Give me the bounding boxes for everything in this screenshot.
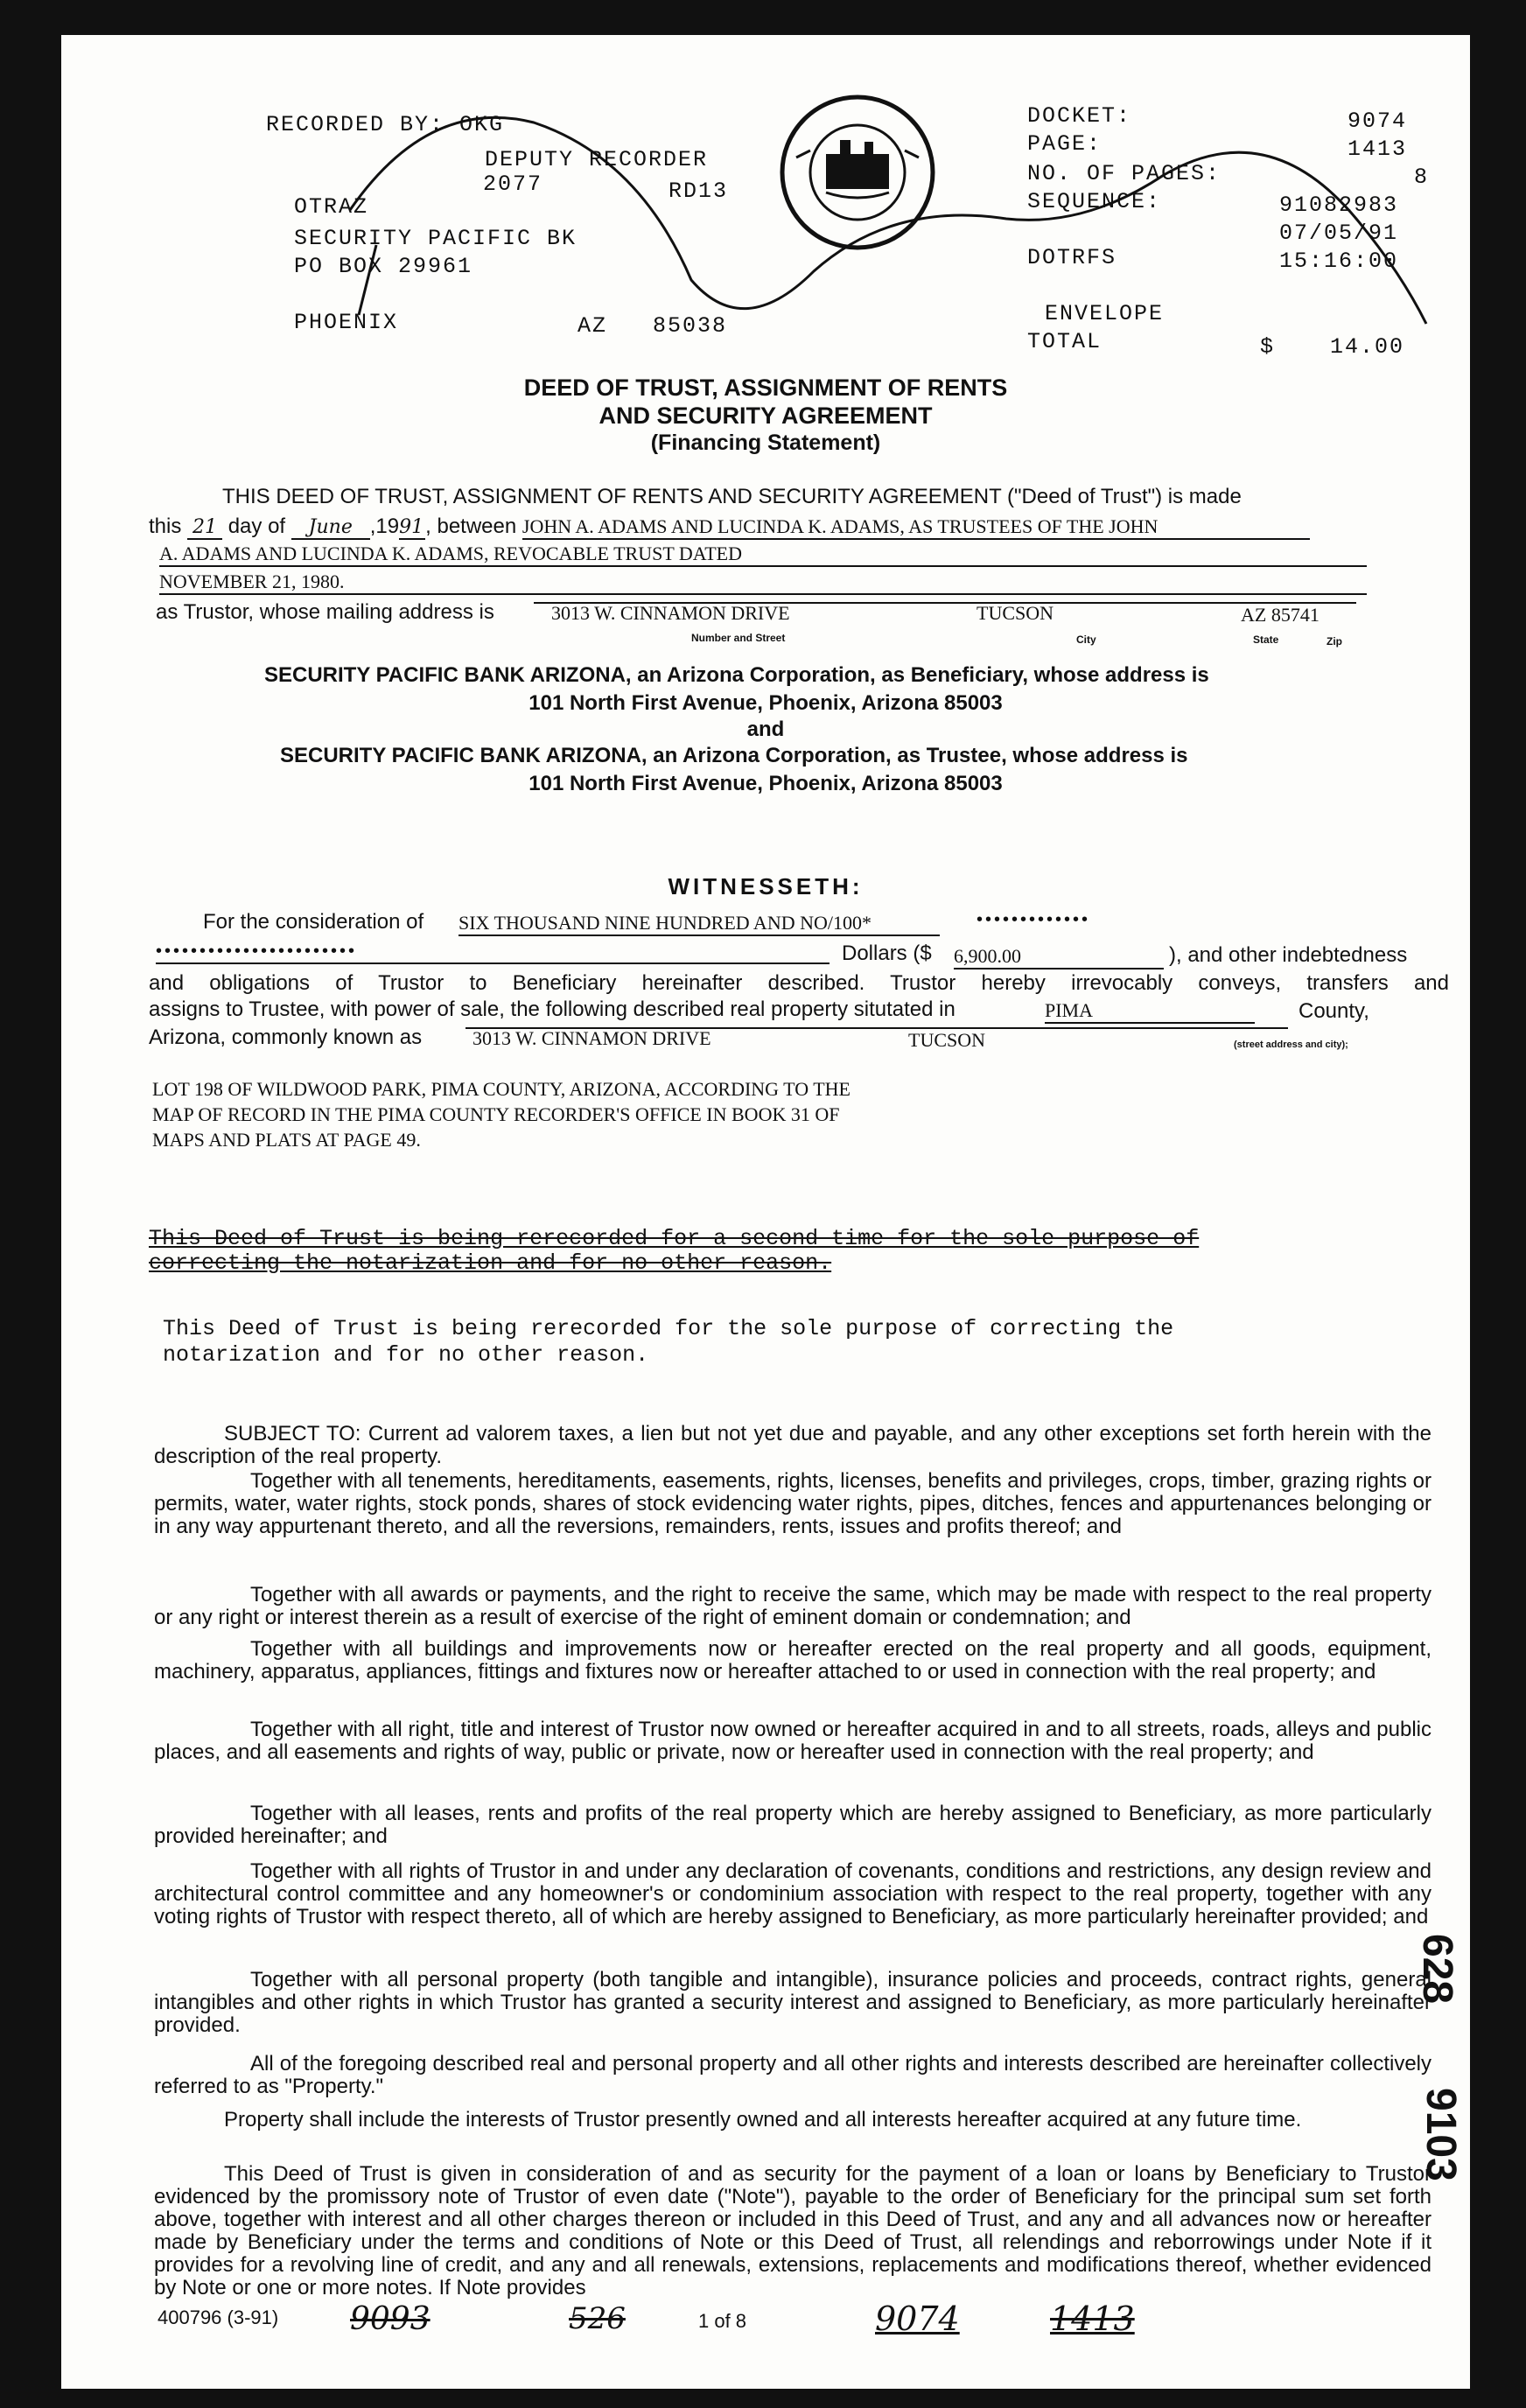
total-label: TOTAL [1027, 329, 1102, 354]
intro-date-line [149, 514, 1310, 540]
sequence-label: SEQUENCE: [1027, 189, 1162, 214]
rerecord-line: notarization and for no other reason. [163, 1342, 649, 1368]
envelope-label: ENVELOPE [1045, 301, 1165, 326]
personal-property-paragraph: Together with all personal property (both tangible and intangible), insurance policies and proceeds, contract rights, general intangibles and other rights in which Trustor has granted a security interest and assigned to Beneficiary, as more particularly hereinafter provided. [154, 1968, 1432, 2037]
amount-words: SIX THOUSAND NINE HUNDRED AND NO/100* [458, 912, 940, 936]
side-stamp-docket: 9103 [1418, 2088, 1464, 2181]
trustee-address: 101 North First Avenue, Phoenix, Arizona 85003 [528, 772, 1003, 795]
other-indebtedness: ), and other indebtedness [1169, 943, 1408, 967]
this-label: this [149, 514, 182, 538]
rerecord-note [163, 1316, 1173, 1368]
beneficiary-line: SECURITY PACIFIC BANK ARIZONA, an Arizona Corporation, as Beneficiary, whose address is [264, 663, 1209, 687]
between-label: , between [425, 514, 517, 538]
docket-label: DOCKET: [1027, 103, 1132, 129]
parties-line-2: A. ADAMS AND LUCINDA K. ADAMS, REVOCABLE TRUST DATED [159, 542, 1367, 567]
document-title-line2: AND SECURITY AGREEMENT [598, 402, 933, 429]
document-page [61, 35, 1470, 2389]
day-of-label: day of [228, 514, 286, 538]
year-value: 91 [399, 516, 424, 538]
county-value: PIMA [1045, 999, 1255, 1024]
legal-line: MAPS AND PLATS AT PAGE 49. [152, 1129, 421, 1151]
property-city: TUCSON [908, 1029, 986, 1051]
addressee-box: PO BOX 29961 [294, 254, 473, 279]
addressee-state: AZ [578, 313, 608, 339]
property-interests-paragraph: Property shall include the interests of Trustor presently owned and all interests hereafter acquired at any future time. [224, 2108, 1302, 2132]
recorded-by: RECORDED BY: OKG [266, 112, 505, 137]
amount-value: 6,900.00 [954, 945, 1164, 970]
legal-line: MAP OF RECORD IN THE PIMA COUNTY RECORDER'S OFFICE IN BOOK 31 OF [152, 1103, 840, 1125]
dotrfs-code: DOTRFS [1027, 245, 1117, 270]
form-number: 400796 (3-91) [158, 2306, 279, 2328]
consideration-lead: For the consideration of [203, 910, 424, 934]
consideration-line4: assigns to Trustee, with power of sale, the following described real property situtated in [149, 998, 956, 1021]
deputy-number: 2077 [483, 172, 543, 197]
dollars-label: Dollars ($ [842, 942, 932, 965]
addressee-zip: 85038 [653, 313, 728, 339]
leases-paragraph: Together with all leases, rents and profits of the real property which are hereby assigned to Beneficiary, as more particularly provided hereinafter; and [154, 1802, 1432, 1848]
page-value: 1413 [1348, 136, 1408, 162]
awards-paragraph: Together with all awards or payments, and the right to receive the same, which may be made with respect to the real property or any right or interest therein as a result of exercise of the right of eminent domain or condemnation; and [154, 1583, 1432, 1629]
side-stamp-page: 628 [1414, 1934, 1460, 2005]
amount-dots-underline [156, 942, 830, 964]
day-value: 21 [187, 516, 222, 540]
otraz-code: OTRAZ [294, 194, 369, 220]
amount-dots-1: ••••••••••••• [976, 910, 1091, 929]
struck-line: correcting the notarization and for no other reason. [149, 1250, 832, 1276]
document-subtitle: (Financing Statement) [650, 430, 881, 455]
county-label: County, [1298, 999, 1369, 1023]
total-currency: $ [1260, 334, 1276, 360]
property-caption: (street address and city); [1234, 1040, 1348, 1050]
property-definition-paragraph: All of the foregoing described real and personal property and all other rights and interests described are hereinafter collectively referred to as "Property." [154, 2052, 1432, 2098]
pages-label: NO. OF PAGES: [1027, 161, 1222, 186]
street-caption: Number and Street [691, 632, 786, 644]
page-label: PAGE: [1027, 131, 1102, 157]
beneficiary-address: 101 North First Avenue, Phoenix, Arizona 85003 [528, 691, 1003, 715]
document-title: DEED OF TRUST, ASSIGNMENT OF RENTS [523, 374, 1008, 401]
rerecord-line: This Deed of Trust is being rerecorded for the sole purpose of correcting the [163, 1316, 1174, 1341]
pages-value: 8 [1414, 164, 1430, 190]
recorder-scribble [324, 105, 1461, 350]
amount-dots-2: ••••••••••••••••••••••• [156, 942, 358, 961]
page-of: 1 of 8 [698, 2310, 747, 2332]
commonly-known-label: Arizona, commonly known as [149, 1026, 423, 1049]
trustor-city: TUCSON [976, 602, 1054, 624]
consideration-security-paragraph: This Deed of Trust is given in consideration of and as security for the payment of a loan or loans by Beneficiary to Trustor evidenced by the promissory note of Trustor of even date ("Note"), payable to the order of Beneficiary for the principal sum set forth above, together with interest and all other charges thereon or included in this Deed of Trust, and any and all advances now or hereafter made by Beneficiary under the terms and conditions of Note or this Deed of Trust, all relendings and reborrowings under Note if it provides for a revolving line of credit, and any and all renewals, extensions, replacements and modifications thereof, whether evidenced by Note or one or more notes. If Note provides [154, 2162, 1432, 2300]
state-caption: State [1253, 634, 1279, 646]
addressee-name: SECURITY PACIFIC BK [294, 226, 578, 251]
parties-line-3: NOVEMBER 21, 1980. [159, 570, 1367, 595]
year-prefix: ,19 [369, 514, 400, 538]
parties-line-1: JOHN A. ADAMS AND LUCINDA K. ADAMS, AS TRUSTEES OF THE JOHN [522, 515, 1310, 540]
trustee-line: SECURITY PACIFIC BANK ARIZONA, an Arizona Corporation, as Trustee, whose address is [280, 744, 1188, 767]
intro-lead: THIS DEED OF TRUST, ASSIGNMENT OF RENTS AND SECURITY AGREEMENT ("Deed of Trust") is made [222, 485, 1242, 508]
rd-code: RD13 [668, 178, 729, 204]
struck-line: This Deed of Trust is being rerecorded for a second time for the sole purpose of [149, 1226, 1200, 1251]
addressee-city: PHOENIX [294, 310, 399, 335]
trustor-label: as Trustor, whose mailing address is [156, 600, 494, 624]
city-caption: City [1076, 634, 1096, 646]
consideration-line3: and obligations of Trustor to Beneficiary hereinafter described. Trustor hereby irrevocably conveys, transfers and [149, 971, 1449, 995]
old-docket: 9093 [350, 2301, 430, 2337]
covenants-paragraph: Together with all rights of Trustor in and under any declaration of covenants, conditions and restrictions, any design review and architectural control committee and any homeowner's or condominium association with respect to the real property, together with any voting rights of Trustor with respect thereto, all of which are hereby assigned to Beneficiary, as more particularly hereinafter provided; and [154, 1859, 1432, 1928]
recording-date: 07/05/91 [1279, 220, 1399, 246]
new-page: 1413 [1050, 2300, 1135, 2338]
zip-caption: Zip [1326, 635, 1342, 648]
and-label: and [746, 718, 785, 741]
deputy-recorder-label: DEPUTY RECORDER [485, 147, 709, 172]
buildings-paragraph: Together with all buildings and improvements now or hereafter erected on the real property and all goods, equipment, machinery, apparatus, appliances, fittings and fixtures now or hereafter attached to or used in connection with the real property; and [154, 1637, 1432, 1684]
struck-note [149, 1227, 1199, 1276]
recording-time: 15:16:00 [1279, 248, 1399, 274]
month-value: June [291, 516, 370, 540]
tenements-paragraph: Together with all tenements, hereditaments, easements, rights, licenses, benefits and privileges, crops, timber, grazing rights or permits, water, water rights, stock ponds, shares of stock evidencing water rights, pipes, ditches, fences and appurtenances belonging or in any way appurtenant thereto, and all the reversions, remainders, rents, issues and profits thereof; and [154, 1469, 1432, 1538]
total-value: 14.00 [1330, 334, 1405, 360]
streets-paragraph: Together with all right, title and interest of Trustor now owned or hereafter acquired in and to all streets, roads, alleys and public places, and all easements and rights of way, public or private, now or hereafter used in connection with the real property; and [154, 1718, 1432, 1764]
witnesseth-heading: WITNESSETH: [668, 873, 864, 900]
docket-value: 9074 [1348, 108, 1408, 134]
sequence-value: 91082983 [1279, 192, 1399, 218]
legal-description [152, 1076, 850, 1152]
old-page: 526 [569, 2301, 626, 2336]
new-docket: 9074 [875, 2300, 960, 2338]
legal-line: LOT 198 OF WILDWOOD PARK, PIMA COUNTY, ARIZONA, ACCORDING TO THE [152, 1078, 850, 1100]
trustor-street: 3013 W. CINNAMON DRIVE [551, 602, 790, 624]
subject-to-paragraph: SUBJECT TO: Current ad valorem taxes, a lien but not yet due and payable, and any other exceptions set forth herein with the description of the real property. [154, 1422, 1432, 1468]
trustor-state-zip: AZ 85741 [1241, 604, 1320, 626]
property-street: 3013 W. CINNAMON DRIVE [472, 1027, 711, 1049]
